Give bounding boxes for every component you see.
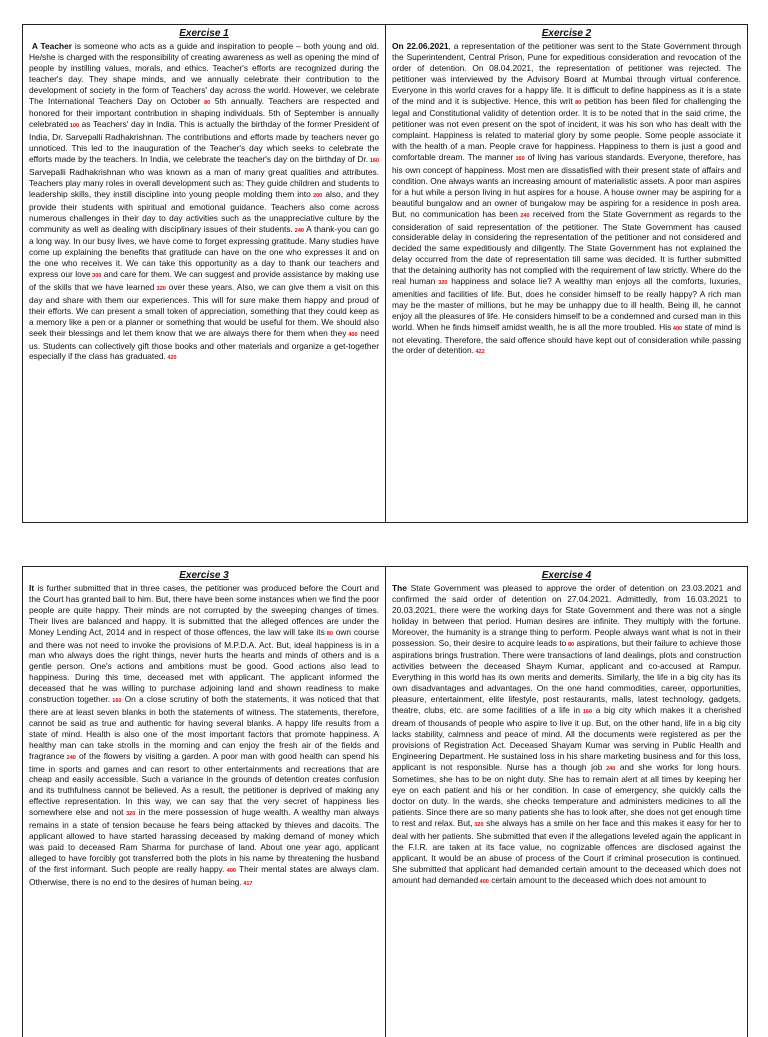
paragraph-text: received from the State Government as regards to the consideration of said representation of the petitioner. The State Government has caused considerable delay in considering the representation of the petitioner and not considered and decided the same expeditiously and diligently. The State Government has not explained the delay occurred from the date of representation till same was decided. It is further submitted that the detaining authority has not complied with the requirement of law strictly. Where do the real human — [392, 208, 741, 287]
paragraph-text: is someone who acts as a guide and inspiration to people – both young and old. He/she is charged with the responsibility of creating awareness as well as opening the mind of people by instilling values, morals, and ethics. Teacher's efforts are recognized during the teacher's day. They shape minds, and we annually celebrate their contribution to the development of society in the form of Teachers' day across the world. However, we celebrate The International Teachers Day on October — [29, 41, 379, 106]
paragraph-text: of the flowers by visiting a garden. A poor man with good health can spend his time in sports and games and can resort to other entertainments and recreations that are cheap and easily accessible. Such a variance in the grounds of detention creates confusion and its truthfulness cannot be believed. As a result, the petitioner is deprived of making any effective representation. In this way, we can say that the very secret of happiness lies somewhere else and not — [29, 750, 379, 818]
word-count-marker: 240 — [602, 765, 616, 772]
paragraph-text: is further submitted that in three cases, the petitioner was produced before the Court and the Court has granted bail to him. But, there have been some instances when we find the poor people are quite happy. Their minds are not corrupted by the sweeping changes of times. Their lives are balanced and happy. It is submitted that the alleged offences are under the Money Lending Act, 2014 and in respect of those offences, the law will take its — [29, 583, 379, 637]
paragraph-text: Their mental states are always clam. Otherwise, there is no end to the desires of human being. — [29, 863, 379, 887]
word-count-marker: 160 — [368, 158, 379, 165]
exercise-body — [29, 41, 379, 364]
exercise-title: Exercise 3 — [179, 570, 229, 581]
paragraph-text: she always has a smile on her face and this makes it easy for her to deal with her patients. She submitted that even if the allegations leveled again the applicant in the F.I.R. are taken at its face value, no cognizable offences are disclosed against the applicant. It would be an abuse of process of the Court if criminal prosecution is continued. She submitted that applicant had demanded certain amount to the deceased which does not amount had demanded — [392, 818, 742, 885]
exercise-title: Exercise 2 — [541, 28, 592, 39]
word-count-marker: 80 — [566, 641, 575, 648]
paragraph-text: as Teachers' day in India. This is actually the birthday of the former President of India, Dr. Sarvepalli Radhakrishnan. The contributions and efforts made by teachers never go unnoticed. This led to the inauguration of the Teacher's day which seeks to celebrate the efforts made by the teachers. In India, we celebrate the teacher's day on the birthday of Dr. — [29, 119, 379, 165]
word-count-marker: 80 — [572, 99, 582, 106]
exercise-1 — [23, 25, 385, 522]
word-count-marker: 400 — [671, 325, 683, 332]
paragraph-text: of living has various standards. Everyone, therefore, has his own concept of happiness. Most men are dissatisfied with their present state of affairs and condition. One always wants an increasing amount of materialistic assets. A poor man aspires for a hut while a person living in hut aspires for a house. A house owner may be aspiring for a beautiful bungalow and an owner of bungalow may be aspiring for a residence in posh area. But, no communication has been — [392, 152, 741, 219]
word-count-marker: 160 — [580, 708, 593, 715]
word-count-marker: 422 — [473, 349, 485, 356]
lead-phrase: It — [29, 583, 35, 593]
word-count-marker: 320 — [154, 286, 166, 293]
word-count-marker: 80 — [324, 630, 333, 637]
exercise-4 — [385, 567, 747, 1037]
paragraph-text: petition has been filed for challenging the legal and Constitutional validity of detention order. It is to be noted that in the said crime, the petitioner was not even present on the spot of incident, it was his son who has dealt with the complaint. Happiness is related to material glory by some people. Some people associate it with the health of a man. People crave for happiness. Happiness to them is just a good and comfortable dream. The manner — [392, 95, 741, 163]
paragraph-text: State Government was pleased to approve the order of detention on 23.03.2021 and confirmed the said order of detention on 27.04.2021. Admittedly, from 16.03.2021 to 20.03.2021, there were the working days for State Government and there was not a single holiday in between that period. Human desires are infinite. They multiply with the fortune. Moreover, the humanity is a strange thing to perform. People always want what is not in their possession. So, their desire to acquire leads to — [392, 583, 741, 648]
word-count-marker: 320 — [435, 280, 448, 287]
word-count-marker: 300 — [90, 273, 102, 280]
word-count-marker: 240 — [517, 212, 530, 219]
paragraph-text: , a representation of the petitioner was sent to the State Government through the Superintendent, Central Prison, Pune for expeditious consideration and revocation of the order of detention. On 08.04.2021, the representation of petitioner was rejected. The petitioner was interviewed by the Advisory Board at Mumbai through virtual conference. Everyone in this world craves for a happy life. It is difficult to define happiness as it is a state of the mind and it is subjective. Hence, this writ — [392, 41, 742, 106]
paragraph-text: in the mere possession of huge wealth. A wealthy man always remains in a state of tension because he fears being attacked by thieves and dacoits. The applicant allowed to have started harassing deceased by making demand of money which was paid to deceased Ram Sharma for purchase of land. About one year ago, applicant alleged to have forcibly got transferred both the plots in his name by threatening the husband of the first informant. Such people are really happy. — [29, 807, 380, 874]
paragraph-text: aspirations, but their failure to achieve those aspirations brings frustration. There were transactions of land dealings, plots and construction activities between the deceased Shaym Kumar, applicant and co-accused at Rampur. Everything in this world has its own merits and demerits. Similarly, the life in a big city has its own disadvantages and advantages. On the one hand commodities, career, opportunities, pleasure, entertainment, elite lifestyle, post restaurants, malls, latest technology, gadgets, theatre, clubs, etc. are some facilities of a life in — [392, 637, 741, 715]
word-count-marker: 417 — [241, 880, 253, 887]
paragraph-text: Sarvepalli Radhakrishnan who was known as a man of many great qualities and attributes. Teachers play many roles in overall development such as: They guide children and students to leadership skills, they instill discipline into young people molding them into — [29, 166, 379, 199]
word-count-marker: 320 — [472, 822, 484, 829]
word-count-marker: 160 — [109, 698, 122, 705]
paragraph-text: also, and they provide their students with spiritual and emotional guidance. Teachers also come across numerous challenges in their day to day activities such as the unappreciative culture by the community as well as dealing with disciplinary issues of their students. — [29, 188, 379, 234]
word-count-marker: 400 — [224, 867, 236, 874]
exercise-body — [392, 41, 741, 358]
exercise-title: Exercise 1 — [179, 28, 229, 39]
paragraph-text: need us. Students can collectively gift those books and other materials and organize a get-together especially if the class has graduated. — [29, 327, 379, 362]
exercise-grid-bottom — [22, 566, 748, 1037]
word-count-marker: 400 — [346, 331, 358, 338]
word-count-marker: 240 — [292, 227, 304, 234]
word-count-marker: 400 — [478, 878, 489, 885]
lead-phrase: On 22.06.2021 — [392, 41, 449, 51]
paragraph-text: state of mind is not elevating. Therefore, the said offence should have kept out of consideration while passing the order of detention. — [392, 321, 741, 356]
paragraph-text: On a close scrutiny of both the statements, it was noticed that that there are at least seven blanks in both the statements of witness. The statements, therefore, cannot be said as true and authentic for having several blanks. A happy life results from a state of mind. Health is also one of the most important factors that promote happiness. A healthy man can take strolls in the morning and can enjoy the fresh air of the fields and fragrance — [29, 694, 380, 761]
exercise-3 — [23, 567, 385, 1037]
word-count-marker: 160 — [513, 156, 525, 163]
word-count-marker: 240 — [64, 754, 76, 761]
word-count-marker: 100 — [68, 123, 80, 130]
exercise-body — [392, 583, 741, 887]
exercise-grid-top — [22, 24, 748, 523]
word-count-marker: 420 — [165, 355, 177, 362]
exercise-title: Exercise 4 — [541, 570, 592, 581]
paragraph-text: over these years. Also, we can give them a visit on this day and share with them our experiences. This will for sure make them happy and proud of their efforts. We can present a small token of appreciation, something that they could keep as a memory like a pen or a planner or something that would be useful for them. We should also seek their blessings and let them know that we are always there for them when they — [29, 282, 379, 338]
exercise-2 — [385, 25, 747, 522]
paragraph-text: happiness and solace lie? A wealthy man enjoys all the comforts, luxuries, amenities and facilities of life. But, does he consider himself to be really happy? A rich man may be the master of millions, but he may be unhappy due to ill health. Being ill, he cannot enjoy all the pleasures of life. He considers himself to be a condemned and cursed man in this world. When he finds himself amidst wealth, he is all the more troubled. His — [392, 276, 741, 332]
lead-phrase: The — [392, 583, 407, 593]
paragraph-text: own course and there was not need to invoke the provisions of M.P.D.A. Act. But, ideal happiness is in a man who always does the right things, never hurts the hearts and minds of others and is a gentle person. One's actions and ambitions must be good. Good actions also lead to happiness. During this time, deceased met with applicant. The applicant informed the deceased that he was willing to purchase adjoining land and shown readiness to make construction together. — [29, 626, 379, 705]
word-count-marker: 80 — [200, 99, 211, 106]
paragraph-text: a big city which makes it a cherished dream of thousands of people who aspire to live it up. But, on the other hand, life in a big city lacks stability, calmness and peace of mind. All the documents were registered as per the provisions of Registration Act. Deceased Shayam Kumar was serving in Public Health and Engineering Department. He sustained loss in his share marketing business and for this loss, applicant is not responsible. Nurse has a though job — [392, 704, 741, 772]
paragraph-text: and she works for long hours. Sometimes, she has to be on night duty. She has to remain alert at all times by keeping her eye on each patient and his or her condition. In case of emergency, she quickly calls the doctor on duty. In the wards, she checks temperature and administers medicines to all the patients. Since there are so many patients she has to look after, she does not get enough time to rest and relax. But, — [392, 761, 741, 829]
word-count-marker: 200 — [310, 192, 323, 199]
exercise-body — [29, 583, 379, 889]
paragraph-text: and care for them. We can suggest and provide assistance by making use of the skills that we have learned — [29, 269, 379, 293]
paragraph-text: A thank-you can go a long way. In our busy lives, we have come to forget expressing gratitude. Many studies have come up explaining the benefits that gratitude can have on the one who expresses it and on the one who receives it. We can take this opportunity as a day to thank our teachers and express our love — [29, 223, 379, 280]
lead-phrase: A Teacher — [31, 41, 73, 51]
paragraph-text: 5th annually. Teachers are respected and honored for their important contribution in shaping individuals. 5th of September is annually celebrated — [29, 95, 379, 130]
word-count-marker: 320 — [123, 811, 136, 818]
paragraph-text: certain amount to the deceased which does not amount to — [488, 874, 707, 885]
